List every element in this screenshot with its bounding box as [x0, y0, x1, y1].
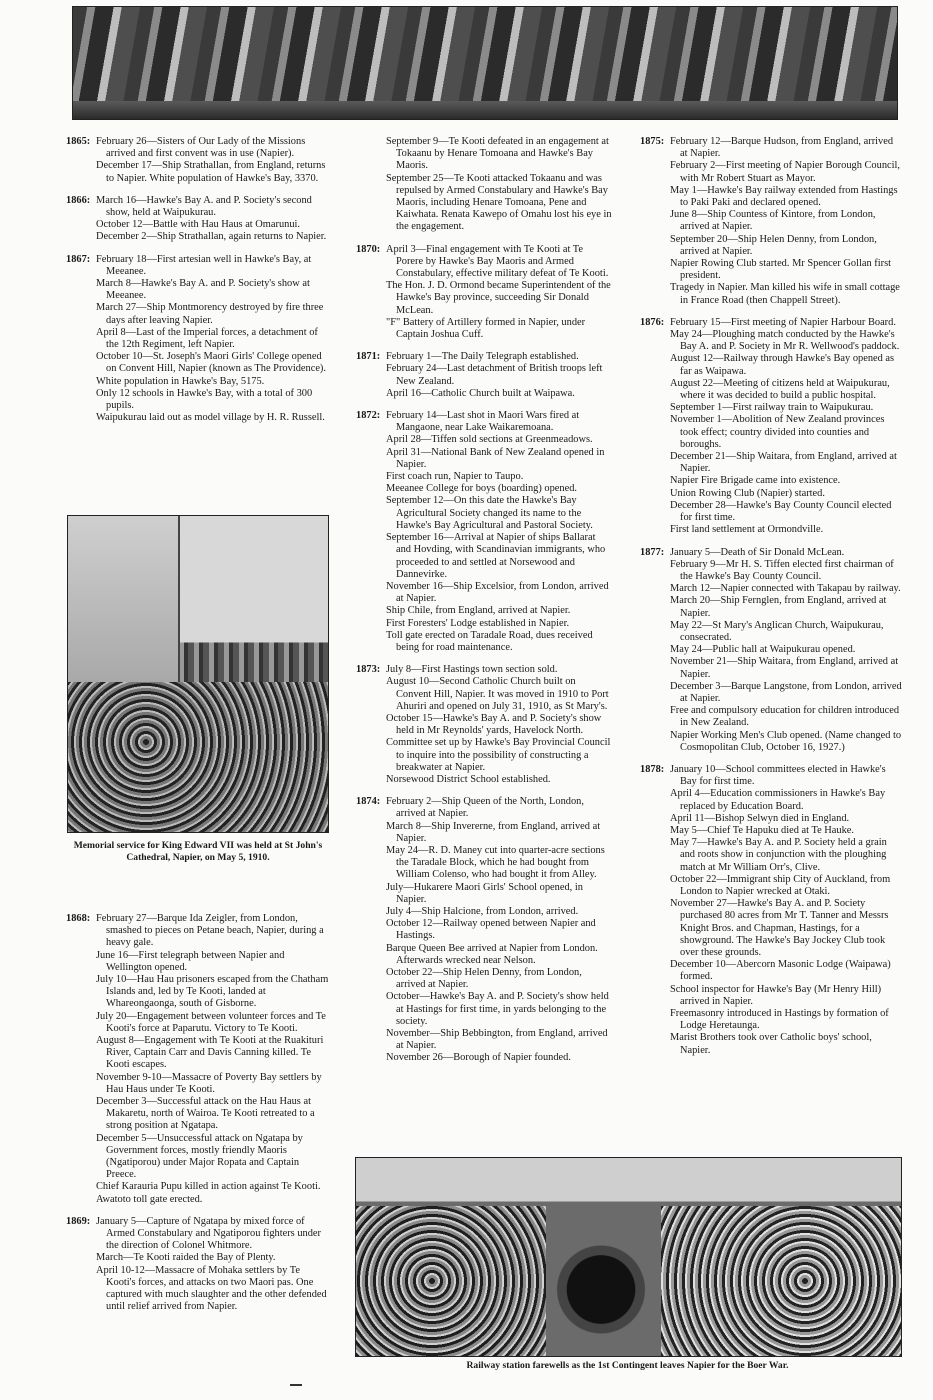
year-label: 1877:	[640, 546, 665, 558]
timeline-entry: November 27—Hawke's Bay A. and P. Society purchased 80 acres from Mr T. Tanner and Messrs Knight Bros. and Chapman, Hastings, for a showground. The Hawke's Bay Jockey Club took over these grounds.	[670, 898, 889, 958]
year-label: 1868:	[66, 913, 91, 924]
timeline-entry: March 27—Ship Montmorency destroyed by fire three days after leaving Napier.	[96, 302, 324, 326]
timeline-entry: August 8—Engagement with Te Kooti at the Ruakituri River, Captain Carr and Davis Canning killed. Te Kooti escapes.	[96, 1035, 324, 1071]
timeline-entry: February 27—Barque Ida Zeigler, from London, smashed to pieces on Petane beach, Napier, during a heavy gale.	[96, 913, 324, 949]
timeline-entry: First land settlement at Ormondville.	[670, 524, 824, 536]
year-block	[356, 664, 612, 786]
timeline-entry: Napier Rowing Club started. Mr Spencer Gollan first president.	[670, 258, 892, 282]
timeline-entry: Awatoto toll gate erected.	[96, 1193, 203, 1205]
timeline-entry: February 12—Barque Hudson, from England, arrived at Napier.	[670, 136, 894, 160]
timeline-entry: January 5—Capture of Ngatapa by mixed force of Armed Constabulary and Ngatiporou fighters under the direction of Colonel Whitmore.	[96, 1215, 321, 1252]
timeline-entry: January 5—Death of Sir Donald McLean.	[670, 546, 845, 558]
year-label: 1870:	[356, 243, 381, 255]
entry-list	[386, 664, 612, 786]
entry-list	[96, 254, 330, 425]
timeline-entry: Ship Chile, from England, arrived at Napier.	[386, 605, 571, 617]
timeline-entry: July 20—Engagement between volunteer forces and Te Kooti's force at Paparutu. Victory to Te Kooti.	[96, 1010, 326, 1034]
entry-list	[386, 796, 612, 1064]
timeline-entry: December 2—Ship Strathallan, again returns to Napier.	[96, 231, 327, 243]
timeline-entry: Tragedy in Napier. Man killed his wife in small cottage in France Road (then Chappell Street).	[670, 282, 900, 306]
railway-station-photo	[355, 1157, 902, 1357]
timeline-entry: March 8—Ship Invererne, from England, arrived at Napier.	[386, 820, 601, 844]
timeline-entry: Napier Fire Brigade came into existence.	[670, 475, 841, 487]
year-row	[640, 317, 902, 537]
timeline-entry: Chief Karauria Pupu killed in action against Te Kooti.	[96, 1181, 321, 1193]
year-block	[640, 317, 902, 537]
timeline-entry: September 12—On this date the Hawke's Bay Agricultural Society changed its name to the Hawke's Bay Agricultural and Pastoral Society.	[386, 495, 593, 531]
timeline-entry: September 20—Ship Helen Denny, from London, arrived at Napier.	[670, 233, 877, 257]
timeline-entry: May 1—Hawke's Bay railway extended from Hastings to Paki Paki and declared opened.	[670, 184, 898, 209]
timeline-entry: Committee set up by Hawke's Bay Provincial Council to inquire into the possibility of constructing a breakwater at Napier.	[386, 737, 611, 773]
timeline-entry: March 12—Napier connected with Takapau by railway.	[670, 583, 901, 595]
timeline-entry: March 8—Hawke's Bay A. and P. Society's show at Meeanee.	[96, 278, 310, 302]
year-row	[66, 195, 330, 244]
year-label: 1872:	[356, 410, 381, 422]
timeline-entry: Waipukurau laid out as model village by H. R. Russell.	[96, 412, 325, 424]
year-row	[66, 136, 330, 185]
timeline-entry: February 18—First artesian well in Hawke's Bay, at Meeanee.	[96, 253, 312, 277]
timeline-entry: March 20—Ship Fernglen, from England, arrived at Napier.	[670, 595, 887, 619]
timeline-entry: November 26—Borough of Napier founded.	[386, 1052, 571, 1064]
timeline-entry: February 26—Sisters of Our Lady of the Missions arrived and first convent was in use (Napier).	[96, 136, 306, 160]
timeline-entry: September 25—Te Kooti attacked Tokaanu and was repulsed by Armed Constabulary and Hawke's Bay Maoris, including Henare Tomoana, Pene and Kaiwhata. Renata Kawepo of Omahu lost his eye in the engagement.	[386, 172, 612, 233]
timeline-entry: November—Ship Bebbington, from England, arrived at Napier.	[386, 1028, 608, 1052]
crowd-right	[661, 1206, 901, 1356]
timeline-entry: September 9—Te Kooti defeated in an engagement at Tokaanu by Henare Tomoana and Hawke's Bay Maoris.	[386, 136, 609, 172]
year-block	[356, 796, 612, 1064]
year-row	[66, 1216, 330, 1314]
timeline-entry: Barque Queen Bee arrived at Napier from London. Afterwards wrecked near Nelson.	[386, 942, 598, 966]
timeline-entry: Freemasonry introduced in Hastings by formation of Lodge Heretaunga.	[670, 1008, 889, 1032]
timeline-entry: April 11—Bishop Selwyn died in England.	[670, 812, 850, 824]
timeline-entry: March—Te Kooti raided the Bay of Plenty.	[96, 1252, 276, 1264]
crowd-left	[356, 1206, 546, 1356]
timeline-entry: Napier Working Men's Club opened. (Name changed to Cosmopolitan Club, October 16, 1927.)	[670, 729, 902, 753]
timeline-entry: May 24—R. D. Maney cut into quarter-acre sections the Taradale Block, which he had bought from William Colenso, who had bought it from Alley.	[386, 844, 605, 881]
timeline-entry: October 10—St. Joseph's Maori Girls' College opened on Convent Hill, Napier (known as The Providence).	[96, 351, 326, 375]
timeline-entry: April 31—National Bank of New Zealand opened in Napier.	[386, 446, 605, 470]
timeline-entry: August 12—Railway through Hawke's Bay opened as far as Waipawa.	[670, 353, 895, 377]
year-row	[356, 796, 612, 1064]
entry-list	[386, 410, 612, 654]
timeline-entry: July 10—Hau Hau prisoners escaped from the Chatham Islands and, led by Te Kooti, landed at Whareongaonga, south of Gisborne.	[96, 974, 329, 1010]
timeline-entry: December 21—Ship Waitara, from England, arrived at Napier.	[670, 451, 897, 475]
year-row	[640, 764, 902, 1057]
entry-list	[96, 136, 330, 185]
timeline-entry: December 17—Ship Strathallan, from England, returns to Napier. White population of Hawke's Bay, 3370.	[96, 160, 326, 184]
timeline-entry: Marist Brothers took over Catholic boys' school, Napier.	[670, 1032, 872, 1056]
timeline-entry: October 12—Railway opened between Napier and Hastings.	[386, 918, 596, 942]
year-row	[640, 136, 902, 307]
timeline-entry: October 12—Battle with Hau Haus at Omarunui.	[96, 219, 301, 231]
timeline-entry: January 10—School committees elected in Hawke's Bay for first time.	[670, 763, 886, 788]
timeline-entry: February 9—Mr H. S. Tiffen elected first chairman of the Hawke's Bay County Council.	[670, 558, 894, 582]
timeline-entry: November 9-10—Massacre of Poverty Bay settlers by Hau Haus under Te Kooti.	[96, 1071, 322, 1095]
timeline-entry: February 2—Ship Queen of the North, London, arrived at Napier.	[386, 796, 584, 820]
year-row	[356, 351, 612, 400]
timeline-entry: December 3—Successful attack on the Hau Haus at Makaretu, north of Wairoa. Te Kooti retreated to a strong position at Ngatapa.	[96, 1096, 315, 1132]
year-block	[66, 913, 330, 1206]
entry-list	[96, 1216, 330, 1314]
timeline-entry: April 8—Last of the Imperial forces, a detachment of the 12th Regiment, left Napier.	[96, 326, 318, 351]
timeline-entry: February 15—First meeting of Napier Harbour Board.	[670, 316, 896, 328]
timeline-entry: May 7—Hawke's Bay A. and P. Society held a grain and roots show in conjunction with the ploughing match at Mr William Orr's, Clive.	[670, 837, 887, 873]
entry-list	[386, 351, 612, 400]
year-block	[640, 136, 902, 307]
timeline-entry: May 24—Public hall at Waipukurau opened.	[670, 644, 856, 656]
year-block	[356, 244, 612, 342]
timeline-entry: October—Hawke's Bay A. and P. Society's show held at Hastings for first time, in yards belonging to the society.	[386, 991, 609, 1027]
memorial-service-photo	[67, 515, 329, 833]
timeline-entry: The Hon. J. D. Ormond became Superintendent of the Hawke's Bay province, succeeding Sir Donald McLean.	[386, 280, 611, 316]
year-block	[66, 254, 330, 425]
timeline-entry: December 5—Unsuccessful attack on Ngatapa by Government forces, mostly friendly Maoris (Ngatiporou) under Major Ropata and Captain Preece.	[96, 1132, 303, 1181]
timeline-entry: February 24—Last detachment of British troops left New Zealand.	[386, 363, 603, 387]
entry-list	[386, 244, 612, 342]
year-label: 1865:	[66, 136, 91, 147]
timeline-entry: April 10-12—Massacre of Mohaka settlers by Te Kooti's forces, and attacks on two Maori pas. One captured with much slaughter and the other defended until relief arrived from Napier.	[96, 1264, 327, 1313]
year-label: 1869:	[66, 1215, 91, 1227]
year-row	[356, 136, 612, 234]
timeline-entry: Free and compulsory education for children introduced in New Zealand.	[670, 705, 900, 729]
year-row	[356, 664, 612, 786]
timeline-entry: December 10—Abercorn Masonic Lodge (Waipawa) formed.	[670, 959, 891, 983]
timeline-entry: February 2—First meeting of Napier Borough Council, with Mr Robert Stuart as Mayor.	[670, 160, 900, 184]
year-block	[356, 410, 612, 654]
year-row	[356, 410, 612, 654]
entry-list	[96, 913, 330, 1206]
timeline-entry: First Foresters' Lodge established in Napier.	[386, 617, 570, 629]
timeline-entry: November 16—Ship Excelsior, from London, arrived at Napier.	[386, 580, 609, 605]
year-label: 1871:	[356, 351, 381, 363]
timeline-entry: March 16—Hawke's Bay A. and P. Society's second show, held at Waipukurau.	[96, 194, 312, 219]
column-1-top	[66, 136, 330, 434]
entry-list	[670, 317, 902, 537]
page-mark	[290, 1384, 302, 1386]
timeline-entry: Union Rowing Club (Napier) started.	[670, 487, 825, 499]
year-row	[356, 244, 612, 342]
timeline-entry: "F" Battery of Artillery formed in Napier, under Captain Joshua Cuff.	[386, 316, 586, 341]
timeline-entry: February 1—The Daily Telegraph established.	[386, 351, 579, 363]
year-label: 1866:	[66, 194, 91, 206]
entry-list	[670, 136, 902, 307]
timeline-entry: December 28—Hawke's Bay County Council elected for first time.	[670, 499, 892, 524]
timeline-entry: May 22—St Mary's Anglican Church, Waipukurau, consecrated.	[670, 619, 884, 643]
timeline-entry: April 4—Education commissioners in Hawke's Bay replaced by Education Board.	[670, 788, 886, 812]
year-row	[66, 913, 330, 1206]
entry-list	[670, 547, 902, 754]
year-label: 1875:	[640, 136, 665, 147]
year-row	[640, 547, 902, 754]
column-1-bottom	[66, 913, 330, 1324]
timeline-entry: April 16—Catholic Church built at Waipawa.	[386, 387, 575, 399]
column-3	[640, 136, 902, 1067]
timeline-entry: School inspector for Hawke's Bay (Mr Henry Hill) arrived in Napier.	[670, 983, 882, 1007]
timeline-entry: September 16—Arrival at Napier of ships Ballarat and Hovding, with Scandinavian immigrants, who proceeded to and settled at Norsewood and Dannevirke.	[386, 532, 606, 580]
year-block	[66, 136, 330, 185]
timeline-entry: April 28—Tiffen sold sections at Greenmeadows.	[386, 434, 593, 446]
timeline-entry: July 8—First Hastings town section sold.	[386, 664, 558, 676]
timeline-entry: Norsewood District School established.	[386, 773, 551, 785]
timeline-entry: November 1—Abolition of New Zealand provinces took effect; country divided into counties and boroughs.	[670, 414, 885, 450]
entry-list	[670, 764, 902, 1057]
header-photo-shelves	[72, 6, 898, 120]
entry-list	[386, 136, 612, 234]
year-block	[66, 195, 330, 244]
timeline-entry: Meeanee College for boys (boarding) opened.	[386, 483, 578, 495]
timeline-entry: August 22—Meeting of citizens held at Waipukurau, where it was decided to build a public hospital.	[670, 377, 890, 402]
year-block	[640, 547, 902, 754]
timeline-entry: October 15—Hawke's Bay A. and P. Society's show held in Mr Reynolds' yards, Havelock North.	[386, 712, 602, 737]
year-label: 1874:	[356, 796, 381, 808]
timeline-entry: July—Hukarere Maori Girls' School opened, in Napier.	[386, 881, 583, 905]
year-label: 1873:	[356, 664, 381, 676]
year-block	[640, 764, 902, 1057]
column-2	[356, 136, 612, 1075]
timeline-entry: August 10—Second Catholic Church built on Convent Hill, Napier. It was moved in 1910 to Port Ahuriri and opened on July 31, 1910, as St Mary's.	[386, 676, 609, 712]
timeline-entry: September 1—First railway train to Waipukurau.	[670, 402, 874, 414]
timeline-entry: February 14—Last shot in Maori Wars fired at Mangaone, near Lake Waikaremoana.	[386, 410, 580, 434]
timeline-entry: June 16—First telegraph between Napier and Wellington opened.	[96, 949, 285, 973]
timeline-entry: Toll gate erected on Taradale Road, dues received being for road maintenance.	[386, 629, 593, 653]
timeline-entry: April 3—Final engagement with Te Kooti at Te Porere by Hawke's Bay Maoris and Armed Constabulary, effective military defeat of Te Kooti.	[386, 243, 609, 280]
photo-caption-memorial: Memorial service for King Edward VII was held at St John's Cathedral, Napier, on May 5, 1910.	[73, 840, 323, 863]
timeline-entry: October 22—Ship Helen Denny, from London, arrived at Napier.	[386, 967, 582, 991]
year-block	[66, 1216, 330, 1314]
entry-list	[96, 195, 330, 244]
timeline-entry: November 21—Ship Waitara, from England, arrived at Napier.	[670, 656, 899, 680]
year-label: 1876:	[640, 316, 665, 328]
timeline-entry: White population in Hawke's Bay, 5175.	[96, 375, 265, 387]
year-row	[66, 254, 330, 425]
timeline-entry: May 24—Ploughing match conducted by the Hawke's Bay A. and P. Society in Mr R. Wellwood's paddock.	[670, 329, 900, 353]
year-label: 1867:	[66, 253, 91, 265]
locomotive	[536, 1218, 666, 1348]
year-label: 1878:	[640, 763, 665, 775]
year-block	[356, 136, 612, 234]
timeline-entry: December 3—Barque Langstone, from London, arrived at Napier.	[670, 680, 902, 704]
timeline-entry: October 22—Immigrant ship City of Auckland, from London to Napier wrecked at Otaki.	[670, 873, 891, 897]
year-block	[356, 351, 612, 400]
crowd	[68, 682, 328, 832]
photo-caption-railway: Railway station farewells as the 1st Contingent leaves Napier for the Boer War.	[466, 1360, 789, 1371]
timeline-entry: First coach run, Napier to Taupo.	[386, 471, 524, 483]
timeline-entry: Only 12 schools in Hawke's Bay, with a total of 300 pupils.	[96, 387, 313, 412]
timeline-entry: June 8—Ship Countess of Kintore, from London, arrived at Napier.	[670, 209, 876, 233]
timeline-entry: May 5—Chief Te Hapuku died at Te Hauke.	[670, 824, 854, 836]
timeline-entry: July 4—Ship Halcione, from London, arrived.	[386, 905, 579, 917]
